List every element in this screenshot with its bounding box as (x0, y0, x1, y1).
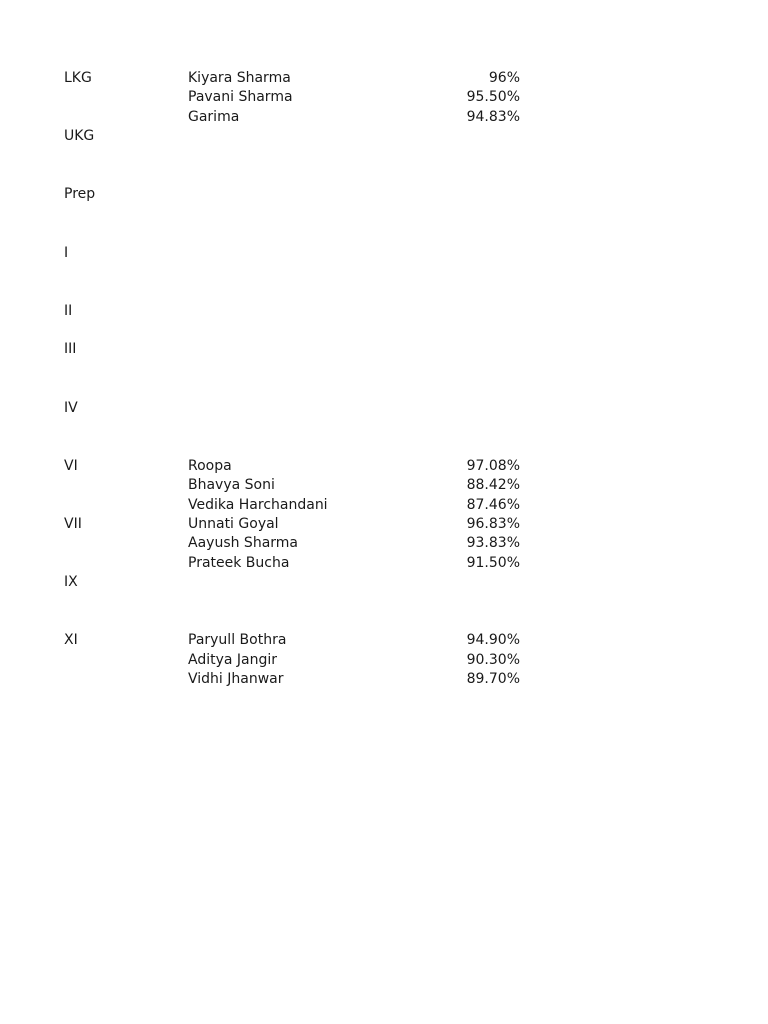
student-name-cell: Vedika Harchandani (188, 496, 328, 513)
table-row (0, 108, 768, 127)
table-row (0, 593, 768, 612)
table-row (0, 224, 768, 243)
table-row (0, 321, 768, 340)
table-row (0, 379, 768, 398)
table-row (0, 185, 768, 204)
percentage-cell: 96% (488, 70, 520, 86)
percentage-cell: 90.30% (466, 651, 520, 668)
table-row (0, 69, 768, 88)
student-name-cell: Pavani Sharma (188, 89, 293, 106)
results-table (0, 69, 768, 690)
student-name-cell: Garima (188, 108, 240, 125)
class-cell: IX (64, 574, 78, 591)
percentage-cell: 94.90% (466, 632, 520, 649)
percentage-cell: 95.50% (466, 89, 520, 106)
student-name-cell: Bhavya Soni (188, 477, 275, 494)
table-row (0, 205, 768, 224)
table-row (0, 302, 768, 321)
table-row (0, 244, 768, 263)
table-row (0, 612, 768, 631)
student-name-cell: Vidhi Jhanwar (188, 671, 284, 688)
class-cell: VII (64, 515, 82, 532)
table-row (0, 573, 768, 592)
table-row (0, 360, 768, 379)
student-name-cell: Aayush Sharma (188, 535, 298, 552)
table-row (0, 340, 768, 359)
student-name-cell: Prateek Bucha (188, 554, 290, 571)
table-row (0, 554, 768, 573)
table-row (0, 476, 768, 495)
percentage-cell: 96.83% (466, 515, 520, 532)
class-cell: Prep (64, 186, 96, 203)
percentage-cell: 87.46% (466, 496, 520, 513)
class-cell: UKG (64, 128, 95, 145)
student-name-cell: Paryull Bothra (188, 632, 287, 649)
table-row (0, 670, 768, 689)
percentage-cell: 88.42% (466, 477, 520, 494)
table-row (0, 631, 768, 650)
table-row (0, 127, 768, 146)
percentage-cell: 89.70% (466, 671, 520, 688)
table-row (0, 147, 768, 166)
table-row (0, 88, 768, 107)
student-name-cell: Roopa (188, 457, 232, 474)
class-cell: III (64, 341, 77, 358)
table-row (0, 496, 768, 515)
table-row (0, 263, 768, 282)
class-cell: XI (64, 632, 78, 649)
class-cell: VI (64, 457, 78, 474)
table-row (0, 282, 768, 301)
table-row (0, 515, 768, 534)
table-row (0, 651, 768, 670)
percentage-cell: 93.83% (466, 535, 520, 552)
class-cell: I (64, 244, 69, 261)
percentage-cell: 91.50% (466, 554, 520, 571)
student-name-cell: Kiyara Sharma (188, 70, 291, 86)
table-row (0, 418, 768, 437)
table-row (0, 166, 768, 185)
table-row (0, 399, 768, 418)
percentage-cell: 94.83% (466, 108, 520, 125)
class-cell: II (64, 302, 73, 319)
student-name-cell: Unnati Goyal (188, 515, 279, 532)
class-cell: IV (64, 399, 78, 416)
table-row (0, 534, 768, 553)
table-row (0, 457, 768, 476)
class-cell: LKG (64, 70, 92, 86)
student-name-cell: Aditya Jangir (188, 651, 278, 668)
table-row (0, 437, 768, 456)
percentage-cell: 97.08% (466, 457, 520, 474)
